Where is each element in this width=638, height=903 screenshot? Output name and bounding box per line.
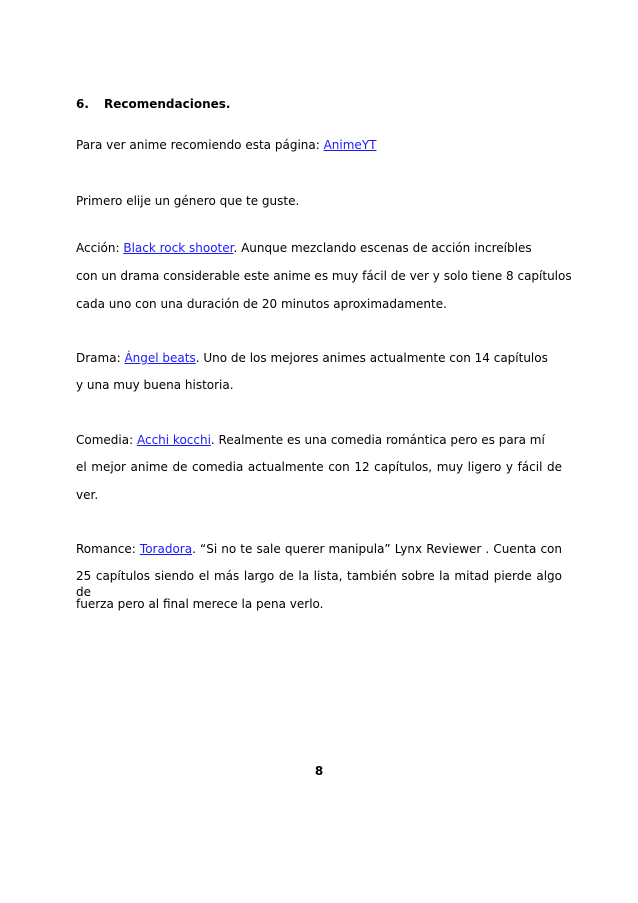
accion-label: Acción: xyxy=(76,241,124,255)
black-rock-shooter-link[interactable]: Black rock shooter xyxy=(123,241,234,255)
comedia-label: Comedia: xyxy=(76,433,137,447)
section-number: 6. xyxy=(76,97,89,111)
accion-line-1 xyxy=(76,240,532,256)
accion-line-3: cada uno con una duración de 20 minutos aproximadamente. xyxy=(76,297,447,311)
section-heading xyxy=(76,97,230,111)
romance-text: . “Si no te sale querer manipula” Lynx Reviewer . Cuenta con xyxy=(192,542,562,556)
comedia-text: . Realmente es una comedia romántica pero es para mí xyxy=(210,433,545,447)
angel-beats-link[interactable]: Ángel beats xyxy=(124,351,196,365)
page-number: 8 xyxy=(314,764,324,778)
drama-text: . Uno de los mejores animes actualmente con 14 capítulos xyxy=(195,351,548,365)
accion-text: . Aunque mezclando escenas de acción increíbles xyxy=(233,241,532,255)
intro-text: Para ver anime recomiendo esta página: xyxy=(76,138,324,152)
accion-line-2: con un drama considerable este anime es muy fácil de ver y solo tiene 8 capítulos xyxy=(76,269,572,283)
toradora-link[interactable]: Toradora xyxy=(139,542,193,556)
section-title: Recomendaciones. xyxy=(104,97,231,111)
animeyt-link[interactable]: AnimeYT xyxy=(323,138,377,152)
choose-genre-text: Primero elije un género que te guste. xyxy=(76,194,300,208)
comedia-line-1 xyxy=(76,432,545,448)
drama-label: Drama: xyxy=(76,351,125,365)
romance-line-3: fuerza pero al final merece la pena verlo. xyxy=(76,597,324,611)
comedia-line-3: ver. xyxy=(76,488,99,502)
comedia-line-2: el mejor anime de comedia actualmente con 12 capítulos, muy ligero y fácil de xyxy=(76,460,562,474)
romance-label: Romance: xyxy=(76,542,140,556)
drama-line-1 xyxy=(76,350,548,366)
romance-line-1 xyxy=(76,541,562,557)
intro-paragraph xyxy=(76,137,376,153)
romance-line-2: 25 capítulos siendo el más largo de la lista, también sobre la mitad pierde algo de xyxy=(76,569,562,599)
drama-line-2: y una muy buena historia. xyxy=(76,378,234,392)
acchi-kocchi-link[interactable]: Acchi kocchi xyxy=(136,433,211,447)
